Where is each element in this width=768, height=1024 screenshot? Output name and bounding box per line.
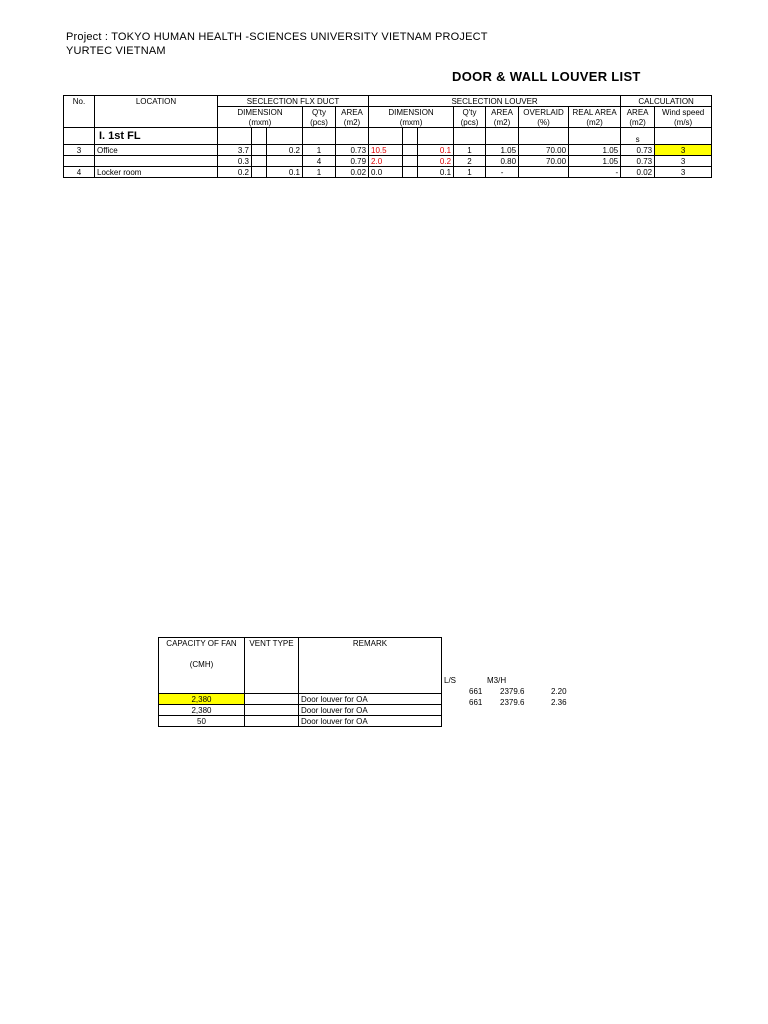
wind-speed-label: Wind speed	[655, 107, 712, 118]
header-row-1	[64, 96, 712, 107]
table-row: 0.3 4 0.79 2.0 0.2 2 0.80 70.00 1.05 0.73 3	[64, 156, 712, 167]
capacity-label: CAPACITY OF FAN	[159, 638, 245, 649]
side-m3h-value: 2379.6	[500, 698, 525, 707]
flx-qty-unit: (pcs)	[303, 117, 336, 128]
remark-label: REMARK	[299, 638, 442, 649]
louver-qty-label: Q'ty	[454, 107, 486, 118]
side-ratio-value: 2.36	[551, 698, 567, 707]
col-location: LOCATION	[95, 96, 218, 107]
table-row: 3 Office 3.7 0.2 1 0.73 10.5 0.1 1 1.05 70.00 1.05 0.73 3	[64, 145, 712, 156]
calc-area-label: AREA	[621, 107, 655, 118]
side-ratio-value: 2.20	[551, 687, 567, 696]
fan-header-row	[159, 638, 442, 649]
louver-qty-unit: (pcs)	[454, 117, 486, 128]
group-flx-duct: SECLECTION FLX DUCT	[218, 96, 369, 107]
capacity-unit: (CMH)	[159, 648, 245, 694]
header-row-2	[64, 107, 712, 118]
louver-dimension-label: DIMENSION	[369, 107, 454, 118]
side-ls-value: 661	[469, 687, 483, 696]
side-ls-value: 661	[469, 698, 483, 707]
page-title: DOOR & WALL LOUVER LIST	[452, 69, 641, 84]
flx-qty-label: Q'ty	[303, 107, 336, 118]
real-area-unit: (m2)	[569, 117, 621, 128]
table-row: 4 Locker room 0.2 0.1 1 0.02 0.0 0.1 1 - - 0.02 3	[64, 167, 712, 178]
table-row: 2,380 Door louver for OA	[159, 705, 442, 716]
ls-label: L/S	[444, 676, 457, 685]
header-row-3	[64, 117, 712, 128]
louver-table	[63, 95, 712, 178]
section-title: I. 1st FL	[95, 128, 218, 145]
real-area-label: REAL AREA	[569, 107, 621, 118]
louver-area-label: AREA	[486, 107, 519, 118]
section-row	[64, 128, 712, 145]
side-m3h-value: 2379.6	[500, 687, 525, 696]
capacity-highlight: 2,380	[159, 694, 245, 705]
wind-speed-unit: (m/s)	[655, 117, 712, 128]
flx-dimension-label: DIMENSION	[218, 107, 303, 118]
table-row: 50 Door louver for OA	[159, 716, 442, 727]
flx-area-label: AREA	[336, 107, 369, 118]
company-name: YURTEC VIETNAM	[66, 45, 166, 57]
flx-dimension-unit: (mxm)	[218, 117, 303, 128]
louver-dimension-unit: (mxm)	[369, 117, 454, 128]
flx-area-unit: (m2)	[336, 117, 369, 128]
vent-type-label: VENT TYPE	[245, 638, 299, 649]
overlaid-label: OVERLAID	[519, 107, 569, 118]
group-louver: SECLECTION LOUVER	[369, 96, 621, 107]
calc-note: s	[621, 128, 655, 145]
col-no: No.	[64, 96, 95, 107]
louver-area-unit: (m2)	[486, 117, 519, 128]
overlaid-unit: (%)	[519, 117, 569, 128]
group-calculation: CALCULATION	[621, 96, 712, 107]
table-row: 2,380 Door louver for OA	[159, 694, 442, 705]
calc-area-unit: (m2)	[621, 117, 655, 128]
project-line: Project : TOKYO HUMAN HEALTH -SCIENCES UNIVERSITY VIETNAM PROJECT	[66, 31, 488, 43]
m3h-label: M3/H	[487, 676, 507, 685]
fan-capacity-table	[158, 637, 442, 727]
wind-speed-highlight: 3	[655, 145, 712, 156]
